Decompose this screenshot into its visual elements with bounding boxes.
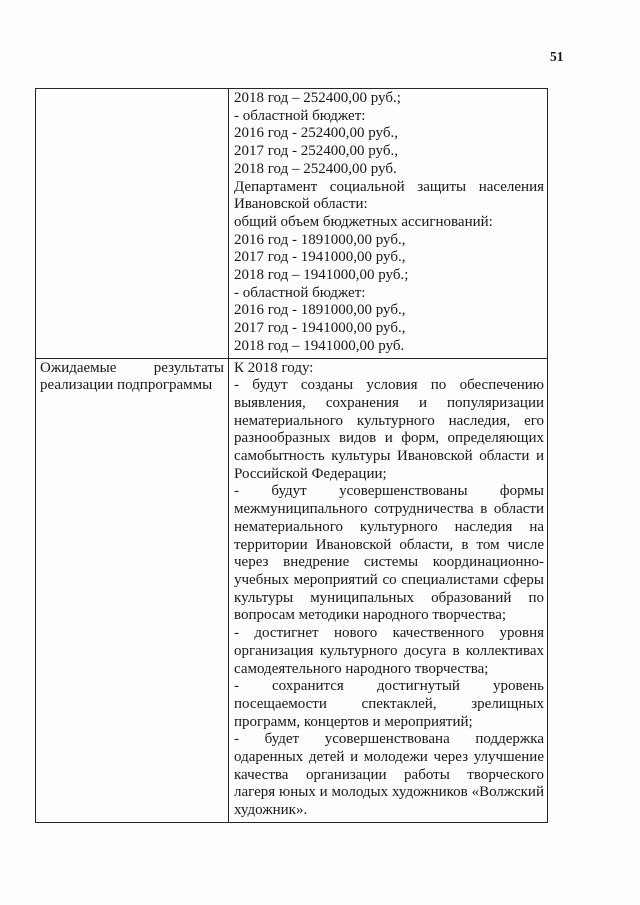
results-paragraph: - достигнет нового качественного уровня организация культурного досуга в коллективах самодеятельного народного творчества; — [234, 625, 544, 677]
results-paragraph: - будут усовершенствованы формы межмуниципального сотрудничества в области нематериального культурного наследия на территории Ивановской области, в том числе через внедрение системы координационно-учебных мероприятий со специалистами сферы культуры муниципальных образований по вопросам методики народного творчества; — [234, 483, 544, 624]
page-number: 51 — [550, 49, 564, 64]
budget-line: 2018 год – 1941000,00 руб.; — [234, 267, 409, 284]
budget-line: - областной бюджет: — [234, 284, 366, 301]
budget-row-label-cell — [36, 89, 229, 359]
results-paragraph: К 2018 году: — [234, 359, 314, 376]
budget-line: 2018 год – 252400,00 руб. — [234, 160, 397, 177]
budget-line: 2018 год – 1941000,00 руб. — [234, 337, 405, 354]
budget-line: 2016 год - 1891000,00 руб., — [234, 231, 406, 248]
results-row-label-cell — [36, 358, 229, 822]
results-paragraph: - будут созданы условия по обеспечению выявления, сохранения и популяризации нематериального культурного наследия, его разнообразных видов и форм, определяющих самобытность культуры Ивановской области и Российской Федерации; — [234, 377, 544, 482]
budget-line: 2017 год - 1941000,00 руб., — [234, 249, 406, 266]
results-row-label: Ожидаемые результаты реализации подпрограммы — [40, 359, 224, 394]
budget-line: Департамент социальной защиты населения Ивановской области: — [234, 178, 544, 213]
table-row-expected-results — [36, 358, 548, 822]
budget-line: - областной бюджет: — [234, 107, 366, 124]
results-paragraph: - сохранится достигнутый уровень посещаемости спектаклей, зрелищных программ, концертов и мероприятий; — [234, 678, 544, 730]
budget-line: общий объем бюджетных ассигнований: — [234, 213, 493, 230]
budget-line: 2017 год - 1941000,00 руб., — [234, 320, 406, 337]
budget-line: 2018 год – 252400,00 руб.; — [234, 90, 401, 106]
budget-line: 2016 год - 252400,00 руб., — [234, 125, 398, 142]
budget-line: 2017 год - 252400,00 руб., — [234, 143, 398, 160]
table-row-budget — [36, 89, 548, 359]
results-row-content-cell — [229, 358, 548, 822]
subprogram-passport-table — [35, 88, 548, 823]
budget-row-content-cell — [229, 89, 548, 359]
budget-line: 2016 год - 1891000,00 руб., — [234, 302, 406, 319]
results-paragraph: - будет усовершенствована поддержка одаренных детей и молодежи через улучшение качества организации работы творческого лагеря юных и молодых художников «Волжский художник». — [234, 731, 544, 819]
